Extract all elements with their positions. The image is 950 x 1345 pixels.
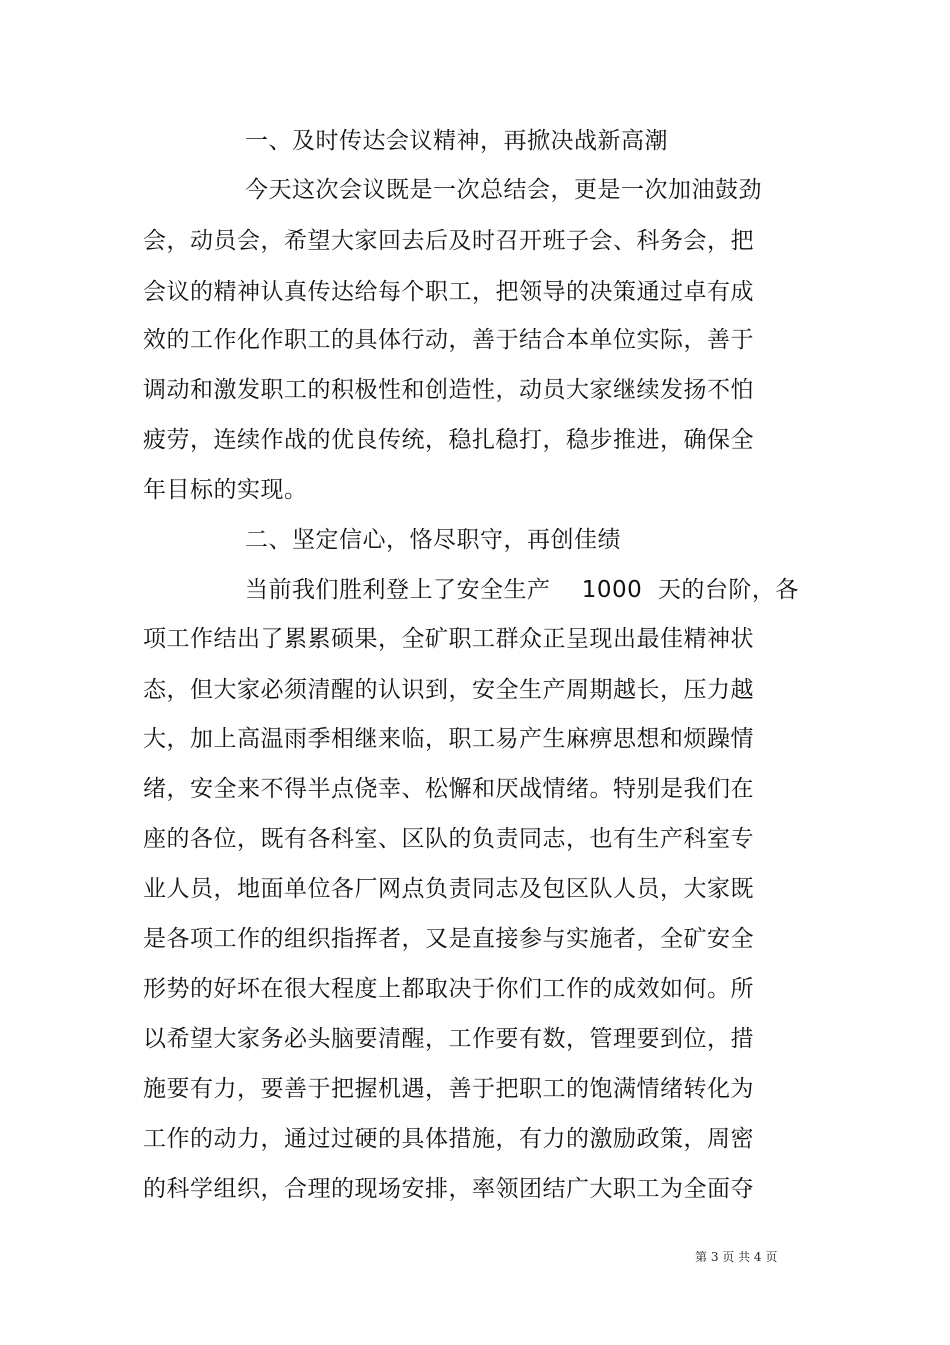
paragraph-line: 调动和激发职工的积极性和创造性，动员大家继续发扬不怕 bbox=[143, 377, 754, 403]
paragraph-line: 会议的精神认真传达给每个职工，把领导的决策通过卓有成 bbox=[143, 279, 754, 305]
paragraph-line: 项工作结出了累累硕果，全矿职工群众正呈现出最佳精神状 bbox=[143, 626, 754, 652]
paragraph-line: 以希望大家务必头脑要清醒，工作要有数，管理要到位，措 bbox=[143, 1026, 754, 1052]
paragraph-line: 疲劳，连续作战的优良传统，稳扎稳打，稳步推进，确保全 bbox=[143, 427, 754, 453]
paragraph-line: 年目标的实现。 bbox=[143, 477, 308, 503]
paragraph-line: 是各项工作的组织指挥者，又是直接参与实施者，全矿安全 bbox=[143, 926, 754, 952]
paragraph-line: 态，但大家必须清醒的认识到，安全生产周期越长，压力越 bbox=[143, 677, 754, 703]
paragraph-line: 效的工作化作职工的具体行动，善于结合本单位实际，善于 bbox=[143, 327, 754, 353]
paragraph-line: 座的各位，既有各科室、区队的负责同志，也有生产科室专 bbox=[143, 826, 754, 852]
paragraph-line: 业人员，地面单位各厂网点负责同志及包区队人员，大家既 bbox=[143, 876, 754, 902]
paragraph-line: 形势的好坏在很大程度上都取决于你们工作的成效如何。所 bbox=[143, 976, 754, 1002]
paragraph-line: 今天这次会议既是一次总结会，更是一次加油鼓劲 bbox=[245, 177, 762, 203]
paragraph-line: 施要有力，要善于把握机遇，善于把职工的饱满情绪转化为 bbox=[143, 1076, 754, 1102]
paragraph-line: 会，动员会，希望大家回去后及时召开班子会、科务会，把 bbox=[143, 228, 754, 254]
heading-section-2: 二、坚定信心，恪尽职守，再创佳绩 bbox=[245, 527, 621, 553]
paragraph-line: 当前我们胜利登上了安全生产 1000 天的台阶，各 bbox=[245, 577, 799, 603]
page-number-footer: 第 3 页 共 4 页 bbox=[695, 1250, 778, 1264]
paragraph-line: 的科学组织，合理的现场安排，率领团结广大职工为全面夺 bbox=[143, 1176, 754, 1202]
paragraph-line: 大，加上高温雨季相继来临，职工易产生麻痹思想和烦躁情 bbox=[143, 726, 754, 752]
paragraph-line: 工作的动力，通过过硬的具体措施，有力的激励政策，周密 bbox=[143, 1126, 754, 1152]
paragraph-line: 绪，安全来不得半点侥幸、松懈和厌战情绪。特别是我们在 bbox=[143, 776, 754, 802]
heading-section-1: 一、及时传达会议精神，再掀决战新高潮 bbox=[245, 128, 668, 154]
